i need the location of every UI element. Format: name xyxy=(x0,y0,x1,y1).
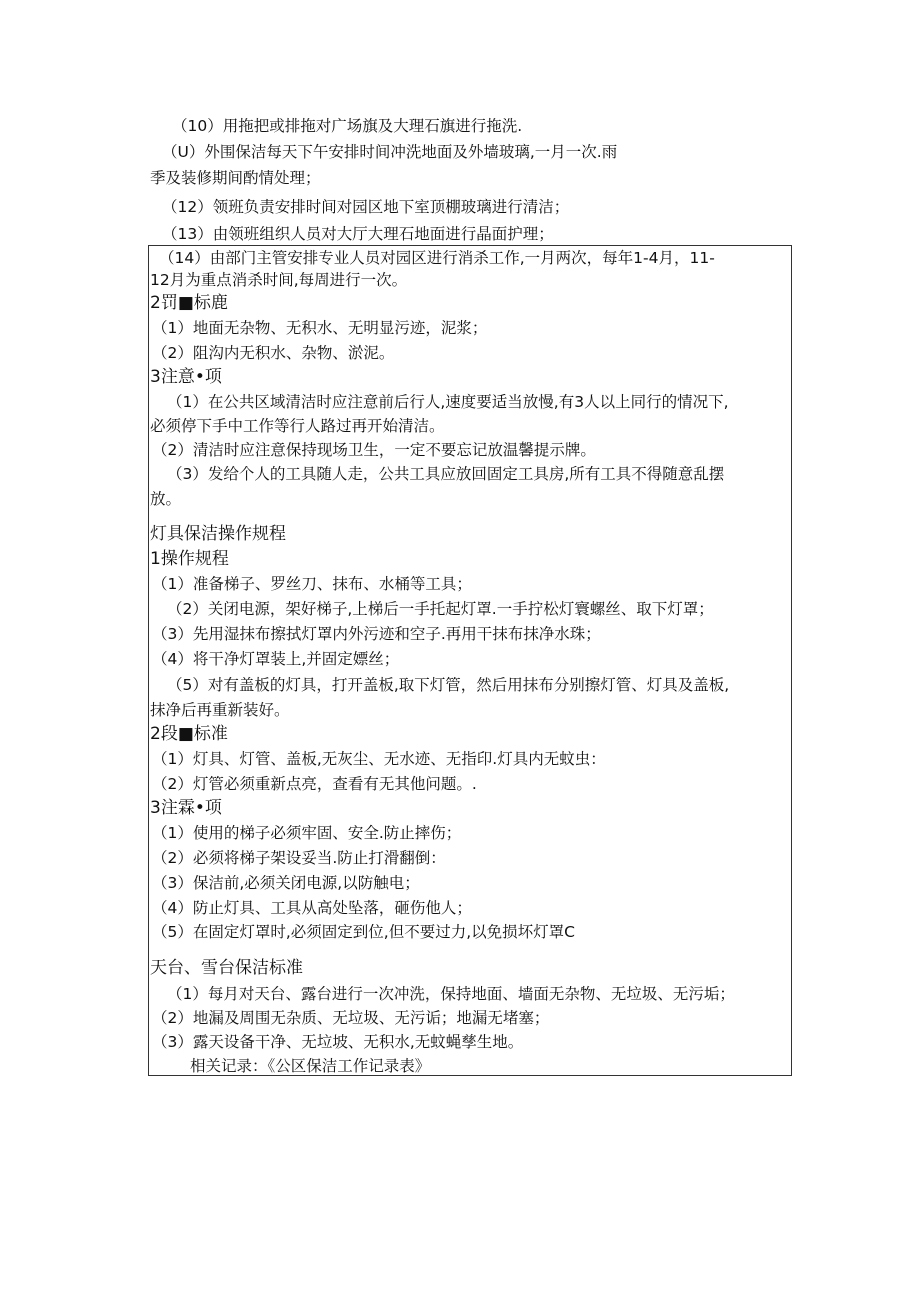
text-line: （2）灯管必须重新点亮，查看有无其他问题。. xyxy=(152,775,477,793)
text-line: （4）将干净灯罩装上,并固定嫖丝； xyxy=(152,650,400,668)
text-line: （2）阻沟内无积水、杂物、淤泥。 xyxy=(152,344,395,362)
text-line: 放。 xyxy=(150,490,182,508)
text-line: （3）发给个人的工具随人走，公共工具应放回固定工具房,所有工具不得随意乱摆 xyxy=(167,465,725,483)
section-heading: 3注意•项 xyxy=(150,367,222,387)
section-heading: 2罚■标鹿 xyxy=(150,293,228,313)
related-records: 相关记录：《公区保洁工作记录表》 xyxy=(190,1057,431,1075)
text-line: （13）由领班组织人员对大厅大理石地面进行晶面护理； xyxy=(162,225,554,243)
text-line: 必须停下手中工作等行人路过再开始清洁。 xyxy=(150,417,445,435)
text-line: （3）露天设备干净、无垃坡、无积水,无蚊蝇孳生地。 xyxy=(152,1033,524,1051)
text-line: （1）灯具、灯管、盖板,无灰尘、无水迹、无指印.灯具内无蚊虫： xyxy=(152,750,606,768)
section-title: 灯具保洁操作规程 xyxy=(150,524,286,544)
text-line: （3）先用湿抹布擦拭灯罩内外污迹和空子.再用干抹布抹净水珠； xyxy=(152,625,601,643)
text-line: （2）清洁时应注意保持现场卫生，一定不要忘记放温馨提示牌。 xyxy=(152,441,596,459)
section-heading: 1操作规程 xyxy=(150,549,229,569)
text-line: （U）外围保洁每天下午安排时间冲洗地面及外墙玻璃,一月一次.雨 xyxy=(162,143,618,161)
text-line: （1）在公共区域清洁时应注意前后行人,速度要适当放慢,有3人以上同行的情况下, xyxy=(167,393,729,411)
text-line: （4）防止灯具、工具从高处坠落，砸伤他人； xyxy=(152,899,472,917)
section-title: 天台、雪台保洁标准 xyxy=(150,958,303,978)
text-line: 12月为重点消杀时间,每周进行一次。 xyxy=(150,271,408,289)
text-line: 季及装修期间酌情处理； xyxy=(150,169,321,187)
text-line: （2）必须将梯子架设妥当.防止打滑翻倒： xyxy=(152,849,446,867)
text-line: （5）在固定灯罩时,必须固定到位,但不要过力,以免损坏灯罩C xyxy=(152,923,575,941)
text-line: （2）地漏及周围无杂质、无垃圾、无污诟；地漏无堵塞； xyxy=(152,1009,550,1027)
text-line: （12）领班负责安排时间对园区地下室顶棚玻璃进行清洁； xyxy=(162,198,570,216)
text-line: （5）对有盖板的灯具，打开盖板,取下灯管，然后用抹布分别擦灯管、灯具及盖板, xyxy=(167,676,730,694)
text-line: （10）用拖把或排拖对广场旗及大理石旗进行拖洗. xyxy=(172,117,523,135)
text-line: （3）保洁前,必须关闭电源,以防触电； xyxy=(152,874,420,892)
text-line: （1）每月对天台、露台进行一次冲洗，保持地面、墙面无杂物、无垃圾、无污垢； xyxy=(167,985,735,1003)
section-heading: 2段■标准 xyxy=(150,724,228,744)
text-line: 抹净后再重新装好。 xyxy=(150,701,290,719)
text-line: （2）关闭电源，架好梯子,上梯后一手托起灯罩.一手拧松灯寰螺丝、取下灯罩； xyxy=(167,600,714,618)
text-line: （1）准备梯子、罗丝刀、抹布、水桶等工具； xyxy=(152,575,472,593)
text-line: （14）由部门主管安排专业人员对园区进行消杀工作,一月两次，每年1-4月，11- xyxy=(159,249,715,267)
text-line: （1）地面无杂物、无积水、无明显污迹，泥浆； xyxy=(152,319,488,337)
text-line: （1）使用的梯子必须牢固、安全.防止摔伤； xyxy=(152,824,462,842)
section-heading: 3注霖•项 xyxy=(150,798,222,818)
